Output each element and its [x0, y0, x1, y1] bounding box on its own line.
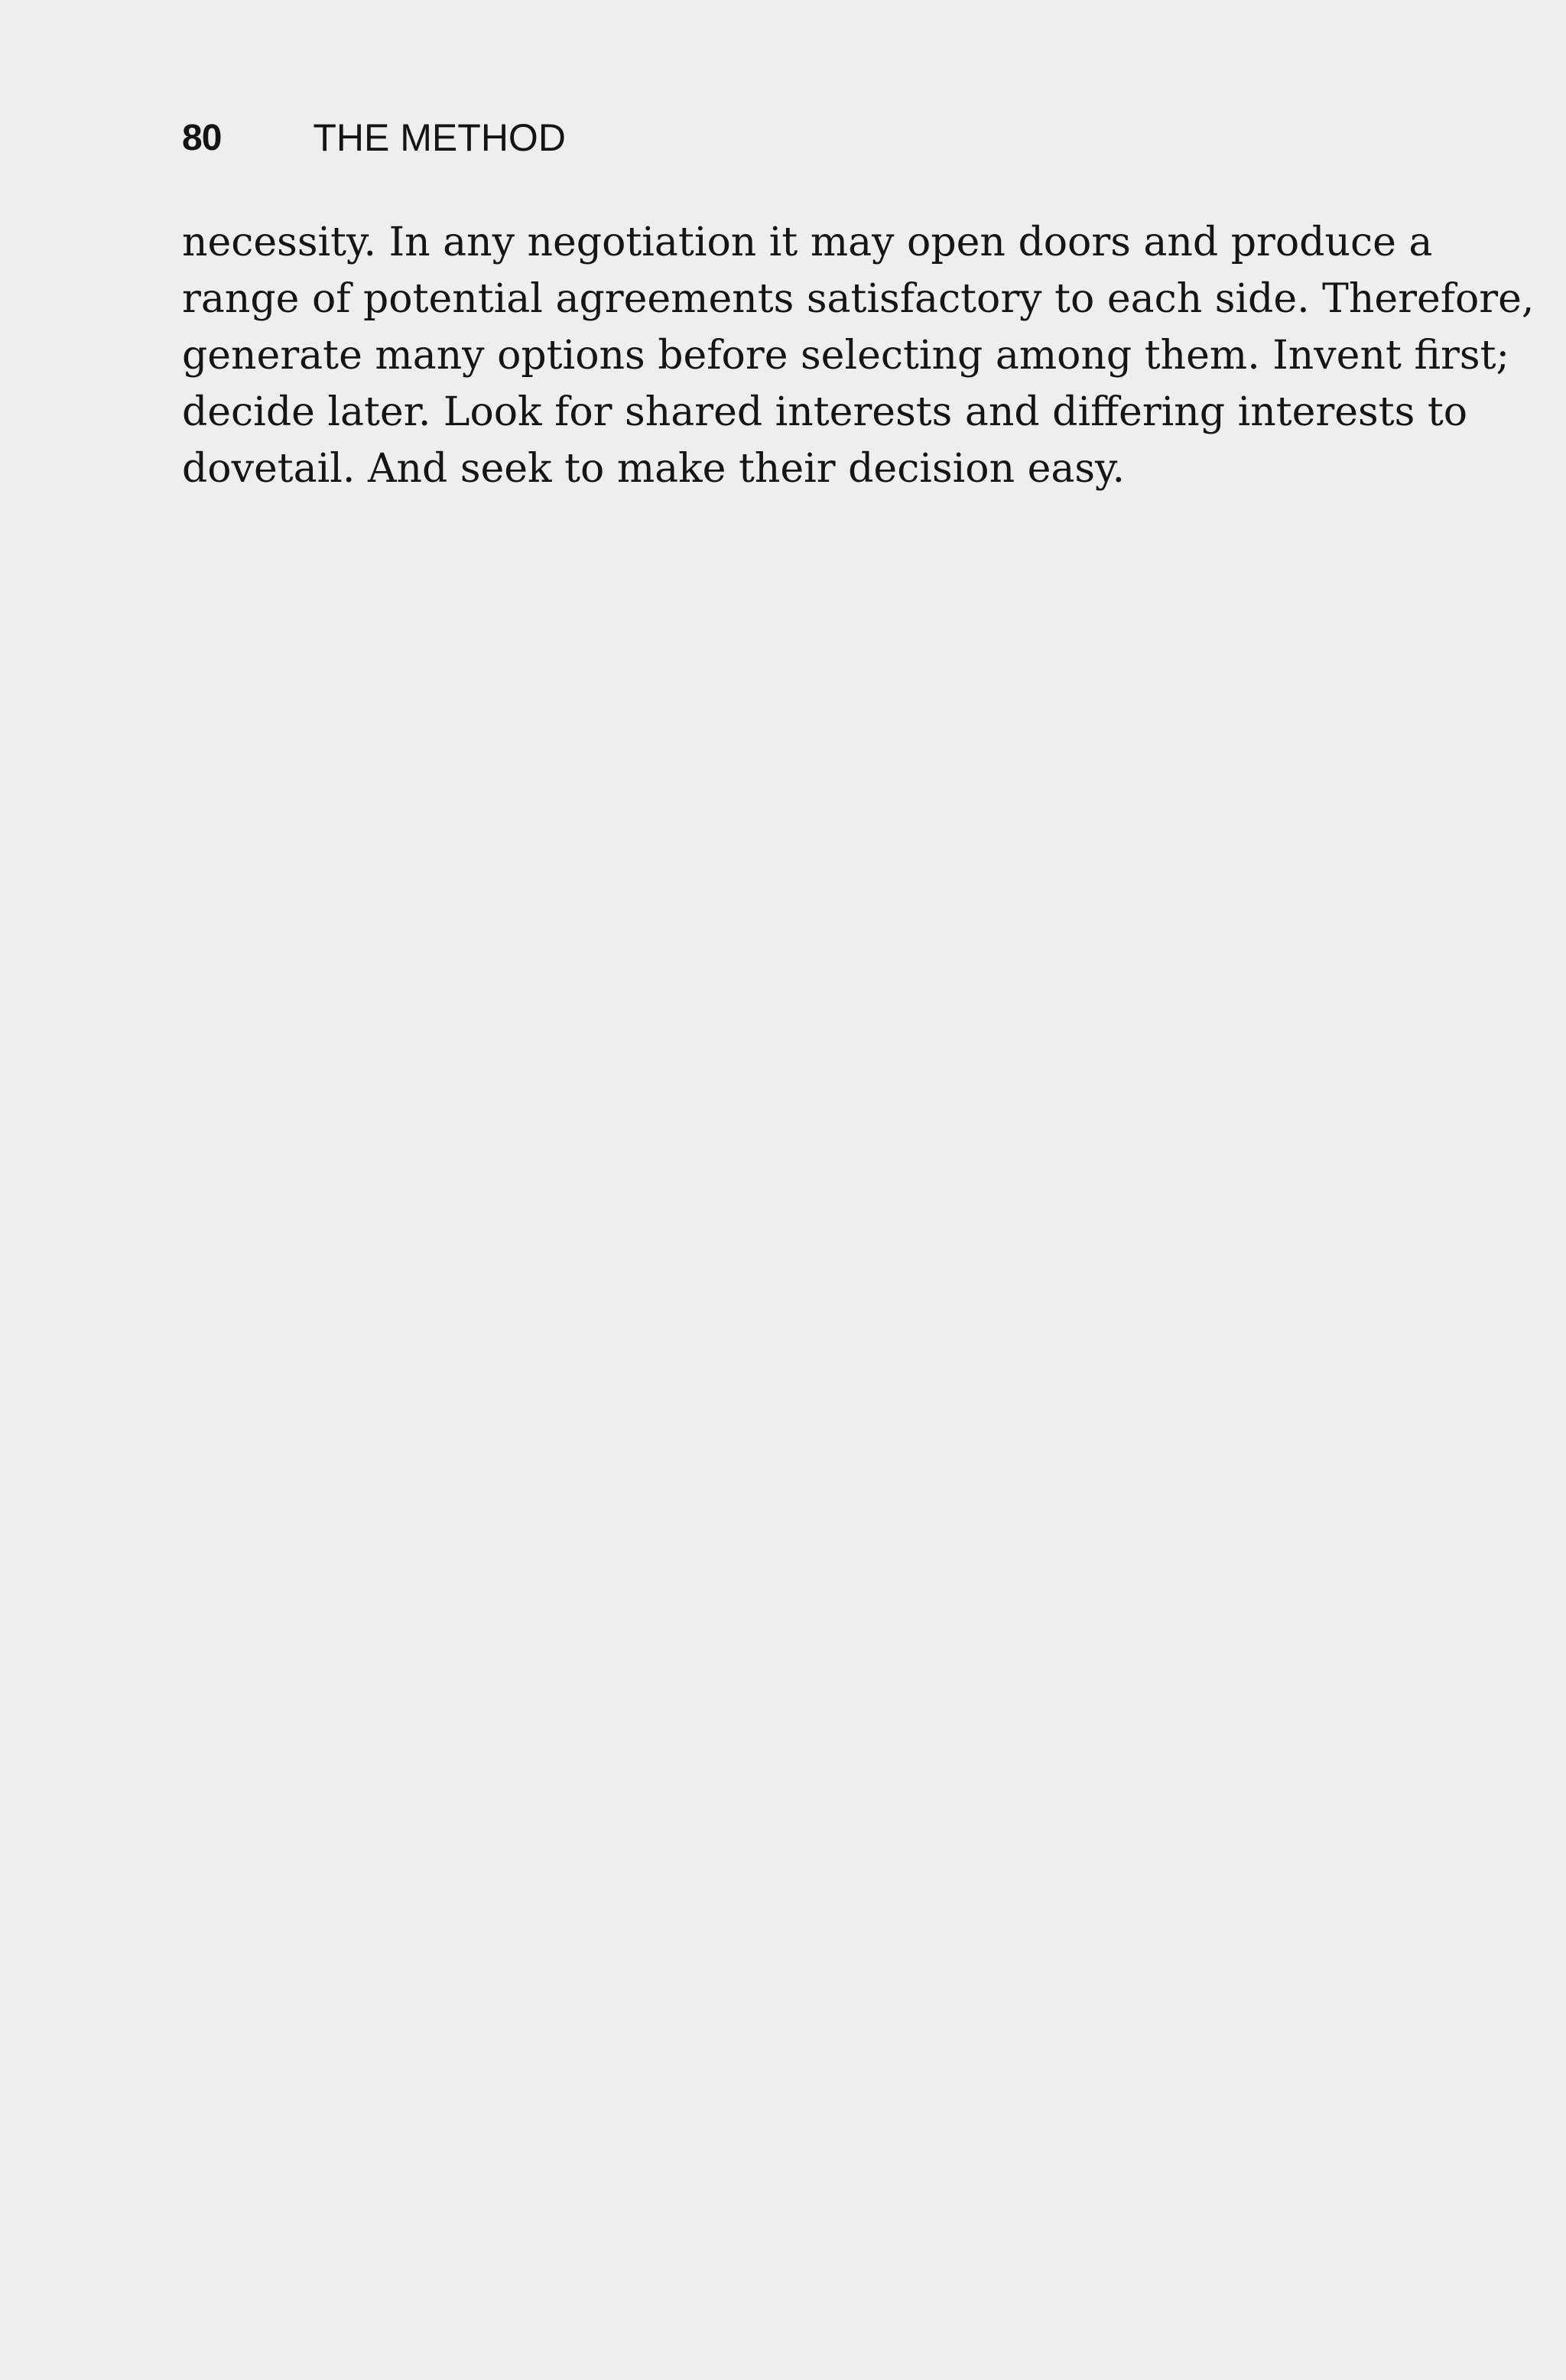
body-paragraph — [182, 214, 1535, 497]
running-head: THE METHOD — [313, 116, 566, 159]
page-header — [182, 107, 566, 168]
body-line-2: range of potential agreements satisfactory to each side. Therefore, — [182, 276, 1535, 322]
body-line-5: dovetail. And seek to make their decision easy. — [182, 446, 1126, 492]
body-line-3: generate many options before selecting among them. Invent first; — [182, 333, 1510, 379]
body-line-4: decide later. Look for shared interests and differing interests to — [182, 389, 1468, 435]
body-line-1: necessity. In any negotiation it may open doors and produce a — [182, 219, 1433, 265]
page-number: 80 — [182, 117, 222, 158]
